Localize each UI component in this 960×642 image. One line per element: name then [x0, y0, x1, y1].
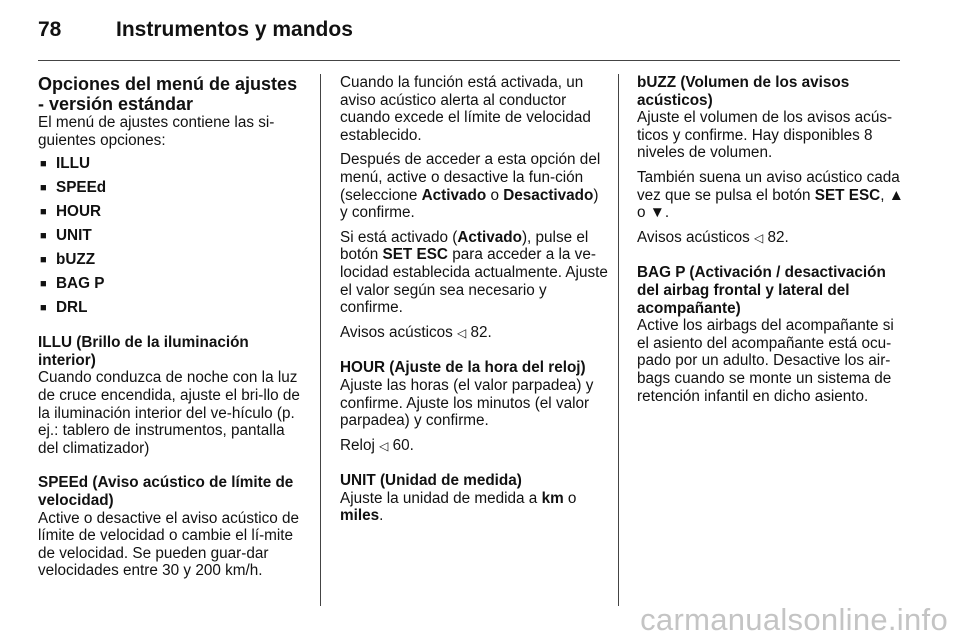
- column-divider: [618, 74, 619, 606]
- hour-text: Ajuste las horas (el valor parpadea) y confirme. Ajuste los minutos (el valor parpadea) y confirme.: [340, 376, 594, 430]
- bag-section: [637, 264, 905, 405]
- illu-section: [38, 334, 308, 457]
- page-number: 78: [38, 18, 62, 41]
- buzz-text: Ajuste el volumen de los avisos acús-ticos y confirme. Hay disponibles 8 niveles de volumen.: [637, 109, 893, 162]
- unit-text: Ajuste la unidad de medida a km o miles.: [340, 489, 577, 525]
- illu-heading: ILLU (Brillo de la iluminación interior): [38, 334, 249, 369]
- list-item: ■ HOUR: [40, 203, 102, 221]
- illu-text: Cuando conduzca de noche con la luz de cruce encendida, ajuste el bri-llo de la iluminación interior del ve-hículo (p. ej.: tablero de instrumentos, pantalla del climatizador): [38, 369, 300, 457]
- reference-arrow-icon: ◁: [457, 325, 467, 340]
- page-header: [38, 18, 353, 42]
- page-title: Instrumentos y mandos: [116, 18, 353, 41]
- bullet-icon: ■: [40, 158, 47, 171]
- list-item: ■ SPEEd: [40, 179, 107, 197]
- bag-text: Active los airbags del acompañante si el asiento del acompañante está ocu-pado por un adulto. Desactive los air-bags cuando se monte un sistema de retención infantil en dicho asiento.: [637, 317, 894, 405]
- buzz-extra-text: También suena un aviso acústico cada vez que se pulsa el botón SET ESC, ▲ o ▼.: [637, 168, 904, 222]
- intro-text: El menú de ajustes contiene las si-guientes opciones:: [38, 114, 275, 149]
- list-item: ■ ILLU: [40, 155, 90, 173]
- cross-reference: Avisos acústicos ◁ 82.: [637, 228, 789, 246]
- bullet-icon: ■: [40, 182, 47, 195]
- bullet-icon: ■: [40, 278, 47, 291]
- buzz-section: [637, 74, 905, 247]
- cross-reference: Reloj ◁ 60.: [340, 436, 414, 454]
- section-heading: Opciones del menú de ajustes - versión estándar: [38, 74, 298, 114]
- speed-text: Active o desactive el aviso acústico de límite de velocidad o cambie el lí-mite de velocidad. Se pueden guar-dar velocidades entre 30 y 200 km/h.: [38, 509, 300, 580]
- list-item: ■ bUZZ: [40, 251, 96, 269]
- bullet-icon: ■: [40, 254, 47, 267]
- watermark: carmanualsonline.info: [640, 602, 948, 637]
- reference-arrow-icon: ◁: [754, 230, 764, 245]
- bag-heading: BAG P (Activación / desactivación del airbag frontal y lateral del acompañante): [637, 264, 886, 317]
- reference-arrow-icon: ◁: [379, 438, 389, 453]
- column-3: [637, 74, 905, 412]
- cross-reference: Avisos acústicos ◁ 82.: [340, 323, 492, 341]
- speed-adjust-text: Si está activado (Activado), pulse el botón SET ESC para acceder a la ve-locidad establecida actualmente. Ajuste el valor según sea necesario y confirme.: [340, 228, 608, 317]
- speed-info-text: Cuando la función está activada, un aviso acústico alerta al conductor cuando excede el límite de velocidad establecido.: [340, 74, 591, 144]
- speed-heading: SPEEd (Aviso acústico de límite de velocidad): [38, 474, 294, 509]
- hour-section: [340, 359, 608, 455]
- hour-heading: HOUR (Ajuste de la hora del reloj): [340, 359, 586, 377]
- options-list: [40, 155, 308, 317]
- column-2: [340, 74, 608, 532]
- list-item: ■ UNIT: [40, 227, 92, 245]
- speed-section: [38, 474, 308, 580]
- unit-heading: UNIT (Unidad de medida): [340, 472, 522, 490]
- bullet-icon: ■: [40, 206, 47, 219]
- arrow-up-icon: ▲: [888, 186, 904, 204]
- list-item: ■ BAG P: [40, 275, 105, 293]
- speed-activate-text: Después de acceder a esta opción del menú, active o desactive la fun-ción (seleccione Activado o Desactivado) y confirme.: [340, 151, 601, 222]
- column-1: [38, 74, 308, 587]
- bullet-icon: ■: [40, 230, 47, 243]
- column-divider: [320, 74, 321, 606]
- list-item: ■ DRL: [40, 299, 88, 317]
- unit-section: [340, 472, 608, 525]
- buzz-heading: bUZZ (Volumen de los avisos acústicos): [637, 74, 850, 109]
- bullet-icon: ■: [40, 302, 47, 315]
- arrow-down-icon: ▼: [649, 204, 665, 222]
- header-rule: [38, 60, 900, 61]
